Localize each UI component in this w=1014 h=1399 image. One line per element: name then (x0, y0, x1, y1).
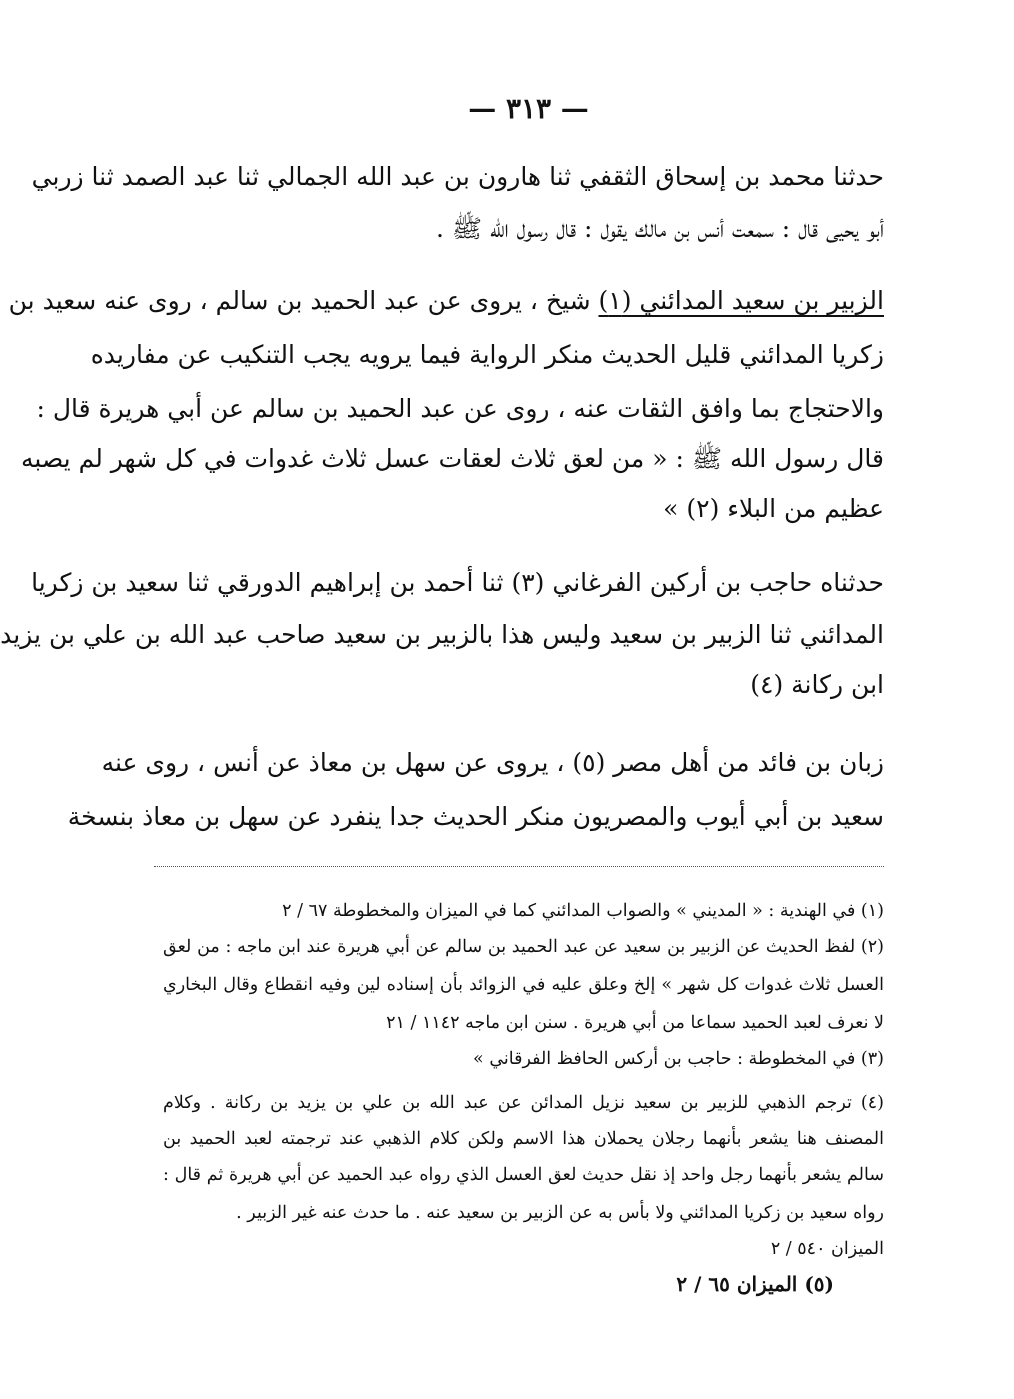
text-line: والاحتجاج بما وافق الثقات عنه ، روى عن عبد الحميد بن سالم عن أبي هريرة قال : (36, 394, 884, 423)
footnote-4-line: (٤) ترجم الذهبي للزبير بن سعيد نزيل المدائن عن عبد الله بن علي بن يزيد بن ركانة . وكلام (163, 1093, 884, 1113)
footnote-3: (٣) في المخطوطة : حاجب بن أركس الحافظ الفرقاني » (473, 1049, 884, 1069)
footnote-2-line: العسل ثلاث غدوات كل شهر » إلخ وعلق عليه في الزوائد بأن إسناده لين وفيه انقطاع وقال البخاري (163, 975, 884, 995)
page-number: — ٣١٣ — (468, 92, 589, 125)
footnote-separator (154, 866, 884, 867)
footnote-4-line: سالم يشعر بأنهما رجل واحد إذ نقل حديث لعق العسل الذي رواه عبد الحميد عن أبي هريرة ثم قال : (163, 1165, 884, 1185)
text-line: زكريا المدائني قليل الحديث منكر الرواية فيما يرويه يجب التنكيب عن مفاريده (90, 340, 884, 369)
footnote-5: (٥) الميزان ٦٥ / ٢ (676, 1272, 834, 1296)
entry-first-line-zabban: زبان بن فائد من أهل مصر (٥) ، يروى عن سهل بن معاذ عن أنس ، روى عنه (101, 748, 884, 777)
text-line: ابن ركانة (٤) (750, 670, 884, 699)
text-line: حدثنا محمد بن إسحاق الثقفي ثنا هارون بن عبد الله الجمالي ثنا عبد الصمد ثنا زربي (31, 162, 884, 191)
text-line: عظيم من البلاء (٢) » (663, 494, 884, 523)
footnote-4-line: الميزان ٥٤٠ / ٢ (770, 1239, 884, 1259)
entry-first-line (8, 284, 884, 318)
entry-text: شيخ ، يروى عن عبد الحميد بن سالم ، روى عنه سعيد بن (8, 286, 591, 315)
text-line: أبو يحيى قال : سمعت أنس بن مالك يقول : قال رسول الله ﷺ . (435, 214, 884, 243)
entry-heading-zubayr: الزبير بن سعيد المدائني (١) (598, 286, 884, 315)
footnote-4-line: رواه سعيد بن زكريا المدائني ولا بأس به عن الزبير بن سعيد عنه . ما حدث عنه غير الزبير . (236, 1203, 884, 1223)
text-line: حدثناه حاجب بن أركين الفرغاني (٣) ثنا أحمد بن إبراهيم الدورقي ثنا سعيد بن زكريا (31, 568, 884, 597)
text-line: قال رسول الله ﷺ : « من لعق ثلاث لعقات عسل ثلاث غدوات في كل شهر لم يصبه (21, 444, 884, 473)
footnote-4-line: المصنف هنا يشعر بأنهما رجلان يحملان هذا الاسم ولكن كلام الذهبي عند ترجمته لعبد الحميد بن (163, 1129, 884, 1149)
footnote-2-line: لا نعرف لعبد الحميد سماعا من أبي هريرة . سنن ابن ماجه ١١٤٢ / ٢١ (386, 1013, 884, 1033)
footnote-1: (١) في الهندية : « المديني » والصواب المدائني كما في الميزان والمخطوطة ٦٧ / ٢ (282, 901, 884, 921)
text-line: المدائني ثنا الزبير بن سعيد وليس هذا بالزبير بن سعيد صاحب عبد الله بن علي بن يزيد (0, 620, 884, 649)
text-line: سعيد بن أبي أيوب والمصريون منكر الحديث جدا ينفرد عن سهل بن معاذ بنسخة (67, 802, 884, 831)
footnote-2-line: (٢) لفظ الحديث عن الزبير بن سعيد عن عبد الحميد بن سالم عن أبي هريرة عند ابن ماجه : من لعق (163, 937, 884, 957)
